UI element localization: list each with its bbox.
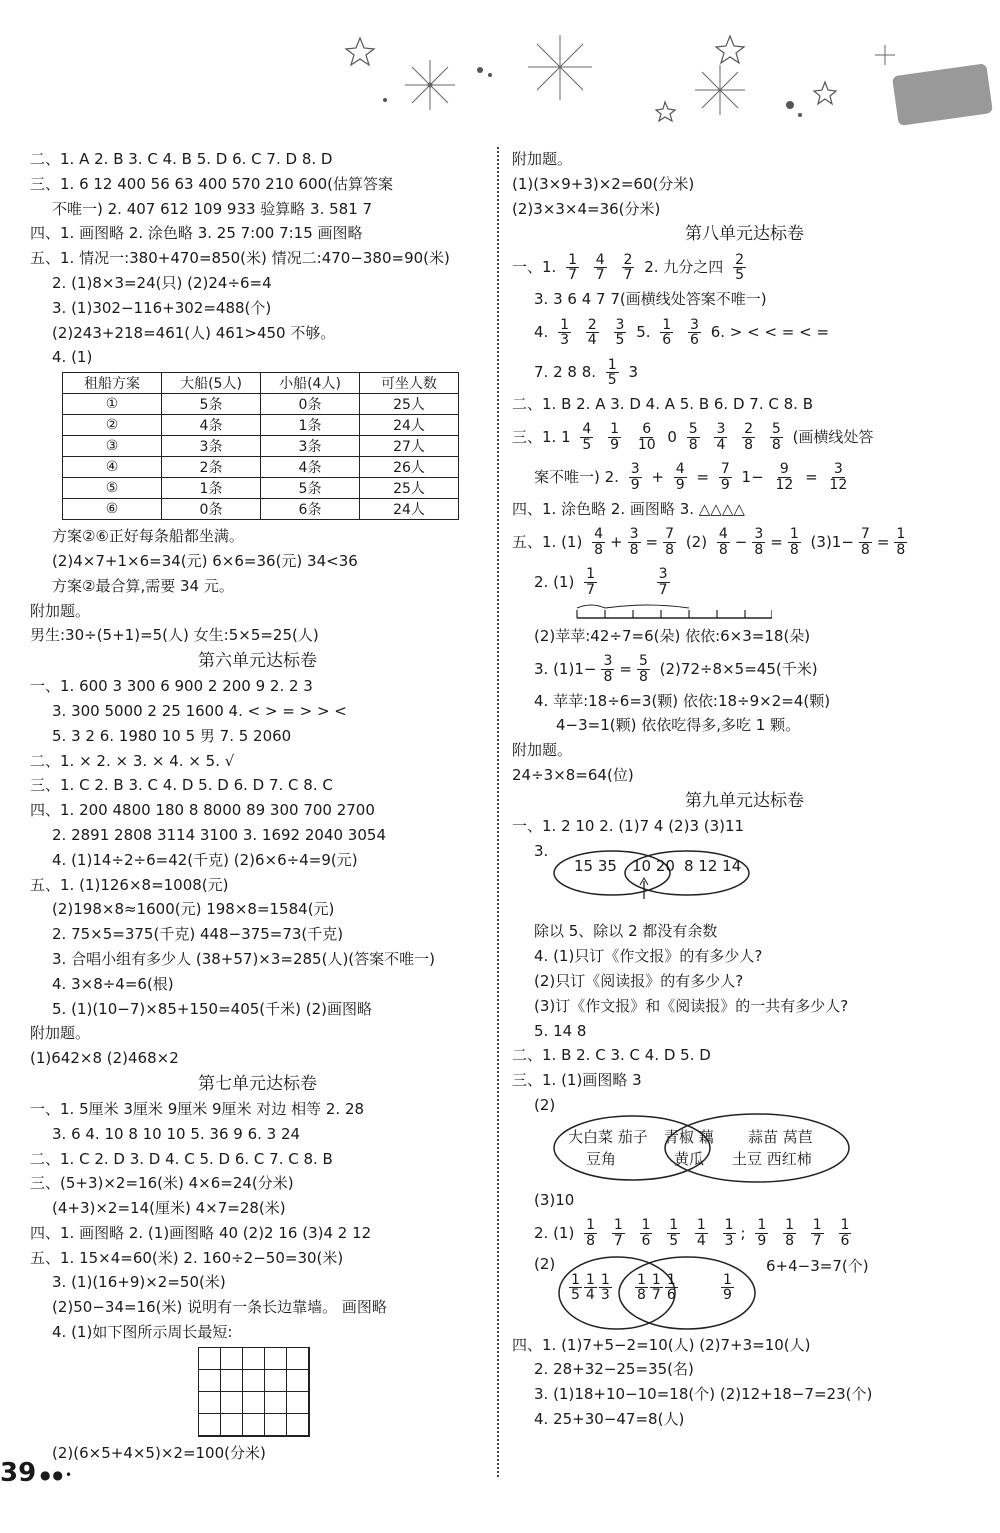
answer-line: 二、1. B 2. C 3. C 4. D 5. D — [512, 1046, 711, 1065]
section-title: 第七单元达标卷 — [198, 1073, 317, 1094]
answer-line: 24÷3×8=64(位) — [512, 765, 634, 784]
answer-line: (2)(6×5+4×5)×2=100(分米) — [52, 1443, 266, 1462]
venn-label: 15 35 — [574, 857, 617, 876]
answer-line — [512, 457, 977, 497]
fraction: $\frac{1}{7}$ — [568, 251, 578, 284]
table-cell: ② — [63, 415, 162, 436]
answer-line: 四、1. 200 4800 180 8 8000 89 300 700 2700 — [30, 801, 375, 820]
perimeter-grid — [198, 1347, 310, 1437]
fraction: $\frac{7}{8}$ — [665, 526, 675, 558]
answer-line: (3)订《作文报》和《阅读报》的一共有多少人? — [534, 996, 849, 1015]
venn-label: 黄瓜 — [674, 1149, 705, 1168]
boat-plan-table — [62, 372, 459, 520]
fraction: $\frac{3}{8}$ — [754, 526, 764, 558]
fraction: $\frac{1}{3}$ — [600, 1271, 610, 1304]
section-title: 第八单元达标卷 — [685, 224, 804, 245]
answer-line: 2. (1)8×3=24(只) (2)24÷6=4 — [52, 273, 272, 292]
answer-text: = — [696, 467, 710, 486]
answer-line: (2) — [534, 1095, 556, 1114]
fraction: $\frac{3}{9}$ — [630, 461, 640, 493]
answer-line: (2)50−34=16(米) 说明有一条长边靠墙。 画图略 — [52, 1298, 387, 1317]
answer-line: 3. 3 6 4 7 7(画横线处答案不唯一) — [534, 290, 767, 309]
table-header: 租船方案 — [63, 373, 162, 394]
answer-line: 3. 300 5000 2 25 1600 4. < > = > > < — [52, 701, 347, 720]
column-divider — [497, 147, 499, 1477]
fraction: $\frac{2}{5}$ — [735, 251, 744, 284]
answer-line: 4. 25+30−47=8(人) — [534, 1409, 685, 1428]
answer-line: 一、1. 600 3 300 6 900 2 200 9 2. 2 3 — [30, 677, 313, 696]
answer-line: 3. (1)18+10−10=18(个) (2)12+18−7=23(个) — [534, 1385, 873, 1404]
fraction: $\frac{2}{7}$ — [623, 251, 633, 284]
fraction: $\frac{3}{8}$ — [629, 526, 639, 558]
answer-line: 附加题。 — [30, 1024, 91, 1043]
answer-text: 2. (1) — [534, 1223, 575, 1242]
segment-diagram — [572, 602, 772, 624]
table-cell: 26人 — [360, 457, 459, 478]
table-cell: 5条 — [261, 478, 360, 499]
answer-text: 5. — [636, 323, 651, 342]
section-title: 第九单元达标卷 — [685, 790, 804, 811]
fraction: $\frac{5}{8}$ — [771, 421, 781, 453]
answer-text: 4. — [534, 323, 549, 342]
answer-text: 7. 2 8 8. — [534, 363, 597, 382]
answer-line: 3. (1)(16+9)×2=50(米) — [52, 1273, 226, 1292]
venn-label: 青椒 藕 — [664, 1127, 714, 1146]
table-cell: 24人 — [360, 415, 459, 436]
answer-line: 3. (1)302−116+302=488(个) — [52, 298, 272, 317]
page-dots-icon: ●●• — [40, 1468, 75, 1482]
venn-label: 豆角 — [586, 1149, 617, 1168]
answer-line: 附加题。 — [30, 601, 91, 620]
table-cell: ⑤ — [63, 478, 162, 499]
answer-line: 4. 苹苹:18÷6=3(颗) 依依:18÷9×2=4(颗) — [534, 691, 831, 710]
answer-line: 四、1. 涂色略 2. 画图略 3. △△△△ — [512, 499, 745, 518]
answer-line: 除以 5、除以 2 都没有余数 — [534, 922, 718, 941]
venn-diagram-3 — [512, 1253, 977, 1333]
table-row — [63, 499, 459, 520]
answer-line: 5. 14 8 — [534, 1021, 587, 1040]
answer-line: 三、1. C 2. B 3. C 4. D 5. D 6. D 7. C 8. C — [30, 776, 333, 795]
venn-label: 土豆 西红柿 — [732, 1149, 812, 1168]
answer-line: (1)(3×9+3)×2=60(分米) — [512, 174, 695, 193]
answer-text: 2. 九分之四 — [644, 258, 724, 277]
answer-line: (2)4×7+1×6=34(元) 6×6=36(元) 34<36 — [52, 551, 358, 570]
venn-fractions-mid — [634, 1273, 679, 1303]
venn-label: 大白菜 茄子 — [568, 1127, 648, 1146]
fraction: $\frac{1}{3}$ — [724, 1216, 734, 1249]
fraction: $\frac{1}{4}$ — [585, 1271, 595, 1304]
table-cell: 4条 — [261, 457, 360, 478]
fraction: $\frac{1}{3}$ — [560, 316, 570, 349]
fraction: $\frac{3}{5}$ — [615, 316, 625, 349]
answer-line: 2. 2891 2808 3114 3100 3. 1692 2040 3054 — [52, 825, 386, 844]
answer-line: (2)苹苹:42÷7=6(朵) 依依:6×3=18(朵) — [534, 626, 811, 645]
answer-text: 一、1. — [512, 258, 557, 277]
table-cell: 0条 — [261, 394, 360, 415]
fraction: $\frac{1}{6}$ — [641, 1216, 651, 1249]
table-row — [63, 415, 459, 436]
answer-line: 二、1. C 2. D 3. D 4. C 5. D 6. C 7. C 8. B — [30, 1149, 333, 1168]
fraction: $\frac{1}{8}$ — [586, 1216, 596, 1249]
answer-line: (2)3×3×4=36(分米) — [512, 199, 661, 218]
table-cell: 3条 — [162, 436, 261, 457]
table-header: 小船(4人) — [261, 373, 360, 394]
answer-text: (画横线处答 — [792, 427, 874, 446]
answer-text: 五、1. (1) — [512, 532, 583, 551]
venn-diagram-1 — [552, 857, 977, 919]
table-cell: ③ — [63, 436, 162, 457]
table-cell: 25人 — [360, 478, 459, 499]
table-row — [63, 436, 459, 457]
venn-label: 10 20 — [632, 857, 675, 876]
answer-line: 五、1. 15×4=60(米) 2. 160÷2−50=30(米) — [30, 1248, 344, 1267]
fraction: $\frac{1}{9}$ — [757, 1216, 767, 1249]
answer-text: + — [651, 467, 664, 486]
fraction: $\frac{2}{8}$ — [744, 421, 754, 453]
answer-line: 4. (1)只订《作文报》的有多少人? — [534, 947, 763, 966]
answer-line: 2. 75×5=375(千克) 448−375=73(千克) — [52, 925, 344, 944]
answer-line: 五、1. 情况一:380+470=850(米) 情况二:470−380=90(米) — [30, 249, 450, 268]
fraction: $\frac{2}{4}$ — [587, 316, 597, 349]
fraction: $\frac{1}{8}$ — [789, 526, 799, 558]
answer-line: 四、1. (1)7+5−2=10(人) (2)7+3=10(人) — [512, 1335, 811, 1354]
fraction: $\frac{4}{8}$ — [594, 526, 604, 558]
answer-line: 5. (1)(10−7)×85+150=405(千米) (2)画图略 — [52, 999, 373, 1018]
answer-line: 3. 6 4. 10 8 10 10 5. 36 9 6. 3 24 — [52, 1124, 301, 1143]
right-column — [512, 147, 977, 1432]
answer-line: 4−3=1(颗) 依依吃得多,多吃 1 颗。 — [556, 716, 801, 735]
answer-text: 1− — [741, 467, 764, 486]
fraction: $\frac{4}{5}$ — [582, 421, 592, 453]
fraction: $\frac{1}{7}$ — [613, 1216, 623, 1249]
section-title: 第六单元达标卷 — [198, 651, 317, 672]
answer-line: 方案②最合算,需要 34 元。 — [52, 576, 234, 595]
answer-text: 三、1. 1 — [512, 427, 571, 446]
fraction: $\frac{5}{8}$ — [688, 421, 698, 453]
answer-line: 二、1. B 2. A 3. D 4. A 5. B 6. D 7. C 8. B — [512, 395, 813, 414]
table-cell: 5条 — [162, 394, 261, 415]
table-cell: 24人 — [360, 499, 459, 520]
answer-line: 不唯一) 2. 407 612 109 933 验算略 3. 581 7 — [52, 199, 373, 218]
answer-line: (2)243+218=461(人) 461>450 不够。 — [52, 323, 336, 342]
answer-line — [512, 1213, 977, 1253]
fraction: $\frac{4}{9}$ — [675, 461, 685, 493]
answer-line: 附加题。 — [512, 741, 573, 760]
answer-line — [512, 352, 977, 392]
fraction: $\frac{1}{6}$ — [840, 1216, 850, 1249]
table-row — [63, 457, 459, 478]
answer-text: 案不唯一) 2. — [534, 467, 619, 486]
fraction: $\frac{1}{8}$ — [637, 1271, 646, 1304]
answer-line: 二、1. A 2. B 3. C 4. B 5. D 6. C 7. D 8. D — [30, 150, 333, 168]
fraction: $\frac{4}{7}$ — [595, 251, 605, 284]
answer-line: 一、1. 5厘米 3厘米 9厘米 9厘米 对边 相等 2. 28 — [30, 1099, 365, 1118]
answer-line: 3. — [534, 841, 549, 860]
table-cell: 4条 — [162, 415, 261, 436]
fraction: $\frac{1}{9}$ — [723, 1271, 732, 1304]
answer-line: (2)198×8≈1600(元) 198×8=1584(元) — [52, 900, 335, 919]
fraction: $\frac{6}{10}$ — [637, 421, 656, 453]
table-header: 大船(5人) — [162, 373, 261, 394]
answer-text: 0 — [667, 427, 677, 446]
answer-line: 4. (1)如下图所示周长最短: — [52, 1323, 233, 1342]
fraction: $\frac{5}{8}$ — [638, 652, 648, 685]
answer-line: 3. (1)1− $\frac{3}{8}$ = $\frac{5}{8}$ (2)72÷8×5=45(千米) — [534, 652, 818, 685]
fraction: $\frac{1}{8}$ — [785, 1216, 795, 1249]
venn-label: 8 12 14 — [684, 857, 742, 876]
table-cell: ① — [63, 394, 162, 415]
answer-line: 四、1. 画图略 2. 涂色略 3. 25 7:00 7:15 画图略 — [30, 224, 363, 243]
fraction: $\frac{3}{7}$ — [658, 566, 668, 598]
answer-line: 三、1. (1)画图略 3 — [512, 1071, 642, 1090]
fraction: $\frac{1}{7}$ — [812, 1216, 822, 1249]
answer-line — [512, 247, 977, 287]
answer-line: 2. 28+32−25=35(名) — [534, 1360, 694, 1379]
fraction: $\frac{9}{12}$ — [775, 461, 794, 493]
venn-fractions-left — [568, 1273, 613, 1303]
fraction: $\frac{1}{5}$ — [669, 1216, 679, 1249]
answer-line — [512, 562, 977, 602]
answer-text: (3)1− — [810, 532, 854, 551]
answer-text: ; — [740, 1223, 746, 1242]
table-cell: 27人 — [360, 436, 459, 457]
fraction: $\frac{1}{5}$ — [571, 1271, 580, 1304]
answer-line: 三、1. 6 12 400 56 63 400 570 210 600(估算答案 — [30, 174, 394, 193]
answer-line: 3. 合唱小组有多少人 (38+57)×3=285(人)(答案不唯一) — [52, 949, 436, 968]
table-cell: ④ — [63, 457, 162, 478]
venn-diagram-2 — [552, 1118, 977, 1188]
answer-text: (2) — [534, 1254, 556, 1273]
table-cell: 1条 — [162, 478, 261, 499]
table-cell: 25人 — [360, 394, 459, 415]
table-header: 可坐人数 — [360, 373, 459, 394]
fraction: $\frac{3}{6}$ — [690, 316, 699, 349]
fraction: $\frac{1}{6}$ — [666, 1271, 676, 1304]
table-cell: 3条 — [261, 436, 360, 457]
answer-text: = — [805, 467, 818, 486]
table-cell: 6条 — [261, 499, 360, 520]
answer-line: 一、1. 2 10 2. (1)7 4 (2)3 (3)11 — [512, 816, 745, 835]
fraction: $\frac{1}{8}$ — [896, 526, 906, 558]
answer-text: (2)72÷8×5=45(千米) — [659, 659, 818, 678]
answer-text: (2) — [685, 532, 708, 551]
answer-line: 五、1. (1) $\frac{4}{8}$ + $\frac{3}{8}$ = $\frac{7}{8}$ (2) $\frac{4}{8}$ − $\frac{3}{8}$ = $\frac{1}{8}$ (3)1− $\frac{7}{8}$ = $\frac{1}{8}$ — [512, 526, 906, 558]
fraction: $\frac{3}{8}$ — [603, 652, 613, 685]
table-cell: ⑥ — [63, 499, 162, 520]
answer-line: 男生:30÷(5+1)=5(人) 女生:5×5=25(人) — [30, 626, 319, 645]
answer-line: (2)只订《阅读报》的有多少人? — [534, 971, 744, 990]
answer-line — [512, 312, 977, 352]
fraction: $\frac{4}{8}$ — [718, 526, 728, 558]
fraction: $\frac{7}{8}$ — [860, 526, 870, 558]
answer-line: (3)10 — [534, 1190, 575, 1209]
answer-line: 5. 3 2 6. 1980 10 5 男 7. 5 2060 — [52, 726, 292, 745]
answer-line: 4. 3×8÷4=6(根) — [52, 974, 174, 993]
fraction: $\frac{3}{4}$ — [716, 421, 726, 453]
answer-line: (1)642×8 (2)468×2 — [30, 1049, 179, 1068]
answer-line: 附加题。 — [512, 150, 573, 168]
answer-line: 方案②⑥正好每条船都坐满。 — [52, 527, 244, 546]
answer-text: 2. (1) — [534, 572, 575, 591]
left-column — [30, 147, 485, 1466]
fraction: $\frac{1}{4}$ — [696, 1216, 706, 1249]
fraction: $\frac{1}{5}$ — [607, 356, 617, 389]
table-cell: 0条 — [162, 499, 261, 520]
venn-fractions-right — [716, 1273, 739, 1303]
answer-line — [512, 417, 977, 457]
stars-decoration-icon — [330, 20, 1000, 140]
page-number: 39 — [0, 1458, 37, 1488]
answer-line: 五、1. (1)126×8=1008(元) — [30, 875, 229, 894]
fraction: $\frac{7}{9}$ — [720, 461, 730, 493]
answer-line: 二、1. × 2. × 3. × 4. × 5. √ — [30, 751, 235, 770]
table-row — [63, 394, 459, 415]
answer-text: 3 — [628, 363, 639, 382]
table-cell: 1条 — [261, 415, 360, 436]
answer-line: 四、1. 画图略 2. (1)画图略 40 (2)2 16 (3)4 2 12 — [30, 1223, 372, 1242]
fraction: $\frac{1}{7}$ — [586, 566, 596, 598]
table-cell: 2条 — [162, 457, 261, 478]
answer-line: 三、(5+3)×2=16(米) 4×6=24(分米) — [30, 1174, 294, 1193]
venn-label: 蒜苗 莴苣 — [748, 1127, 813, 1146]
answer-text: 3. (1)1− — [534, 659, 597, 678]
answer-line: 4. (1)14÷2÷6=42(千克) (2)6×6÷4=9(元) — [52, 850, 358, 869]
fraction: $\frac{3}{12}$ — [829, 461, 848, 493]
answer-text: 6+4−3=7(个) — [766, 1256, 869, 1275]
fraction: $\frac{1}{6}$ — [662, 316, 672, 349]
answer-line: 4. (1) — [52, 348, 93, 367]
answer-line: (4+3)×2=14(厘米) 4×7=28(米) — [52, 1199, 286, 1218]
fraction: $\frac{1}{7}$ — [651, 1271, 661, 1304]
answer-text: 6. > < < = < = — [710, 323, 830, 342]
table-row — [63, 478, 459, 499]
fraction: $\frac{1}{9}$ — [610, 421, 620, 453]
